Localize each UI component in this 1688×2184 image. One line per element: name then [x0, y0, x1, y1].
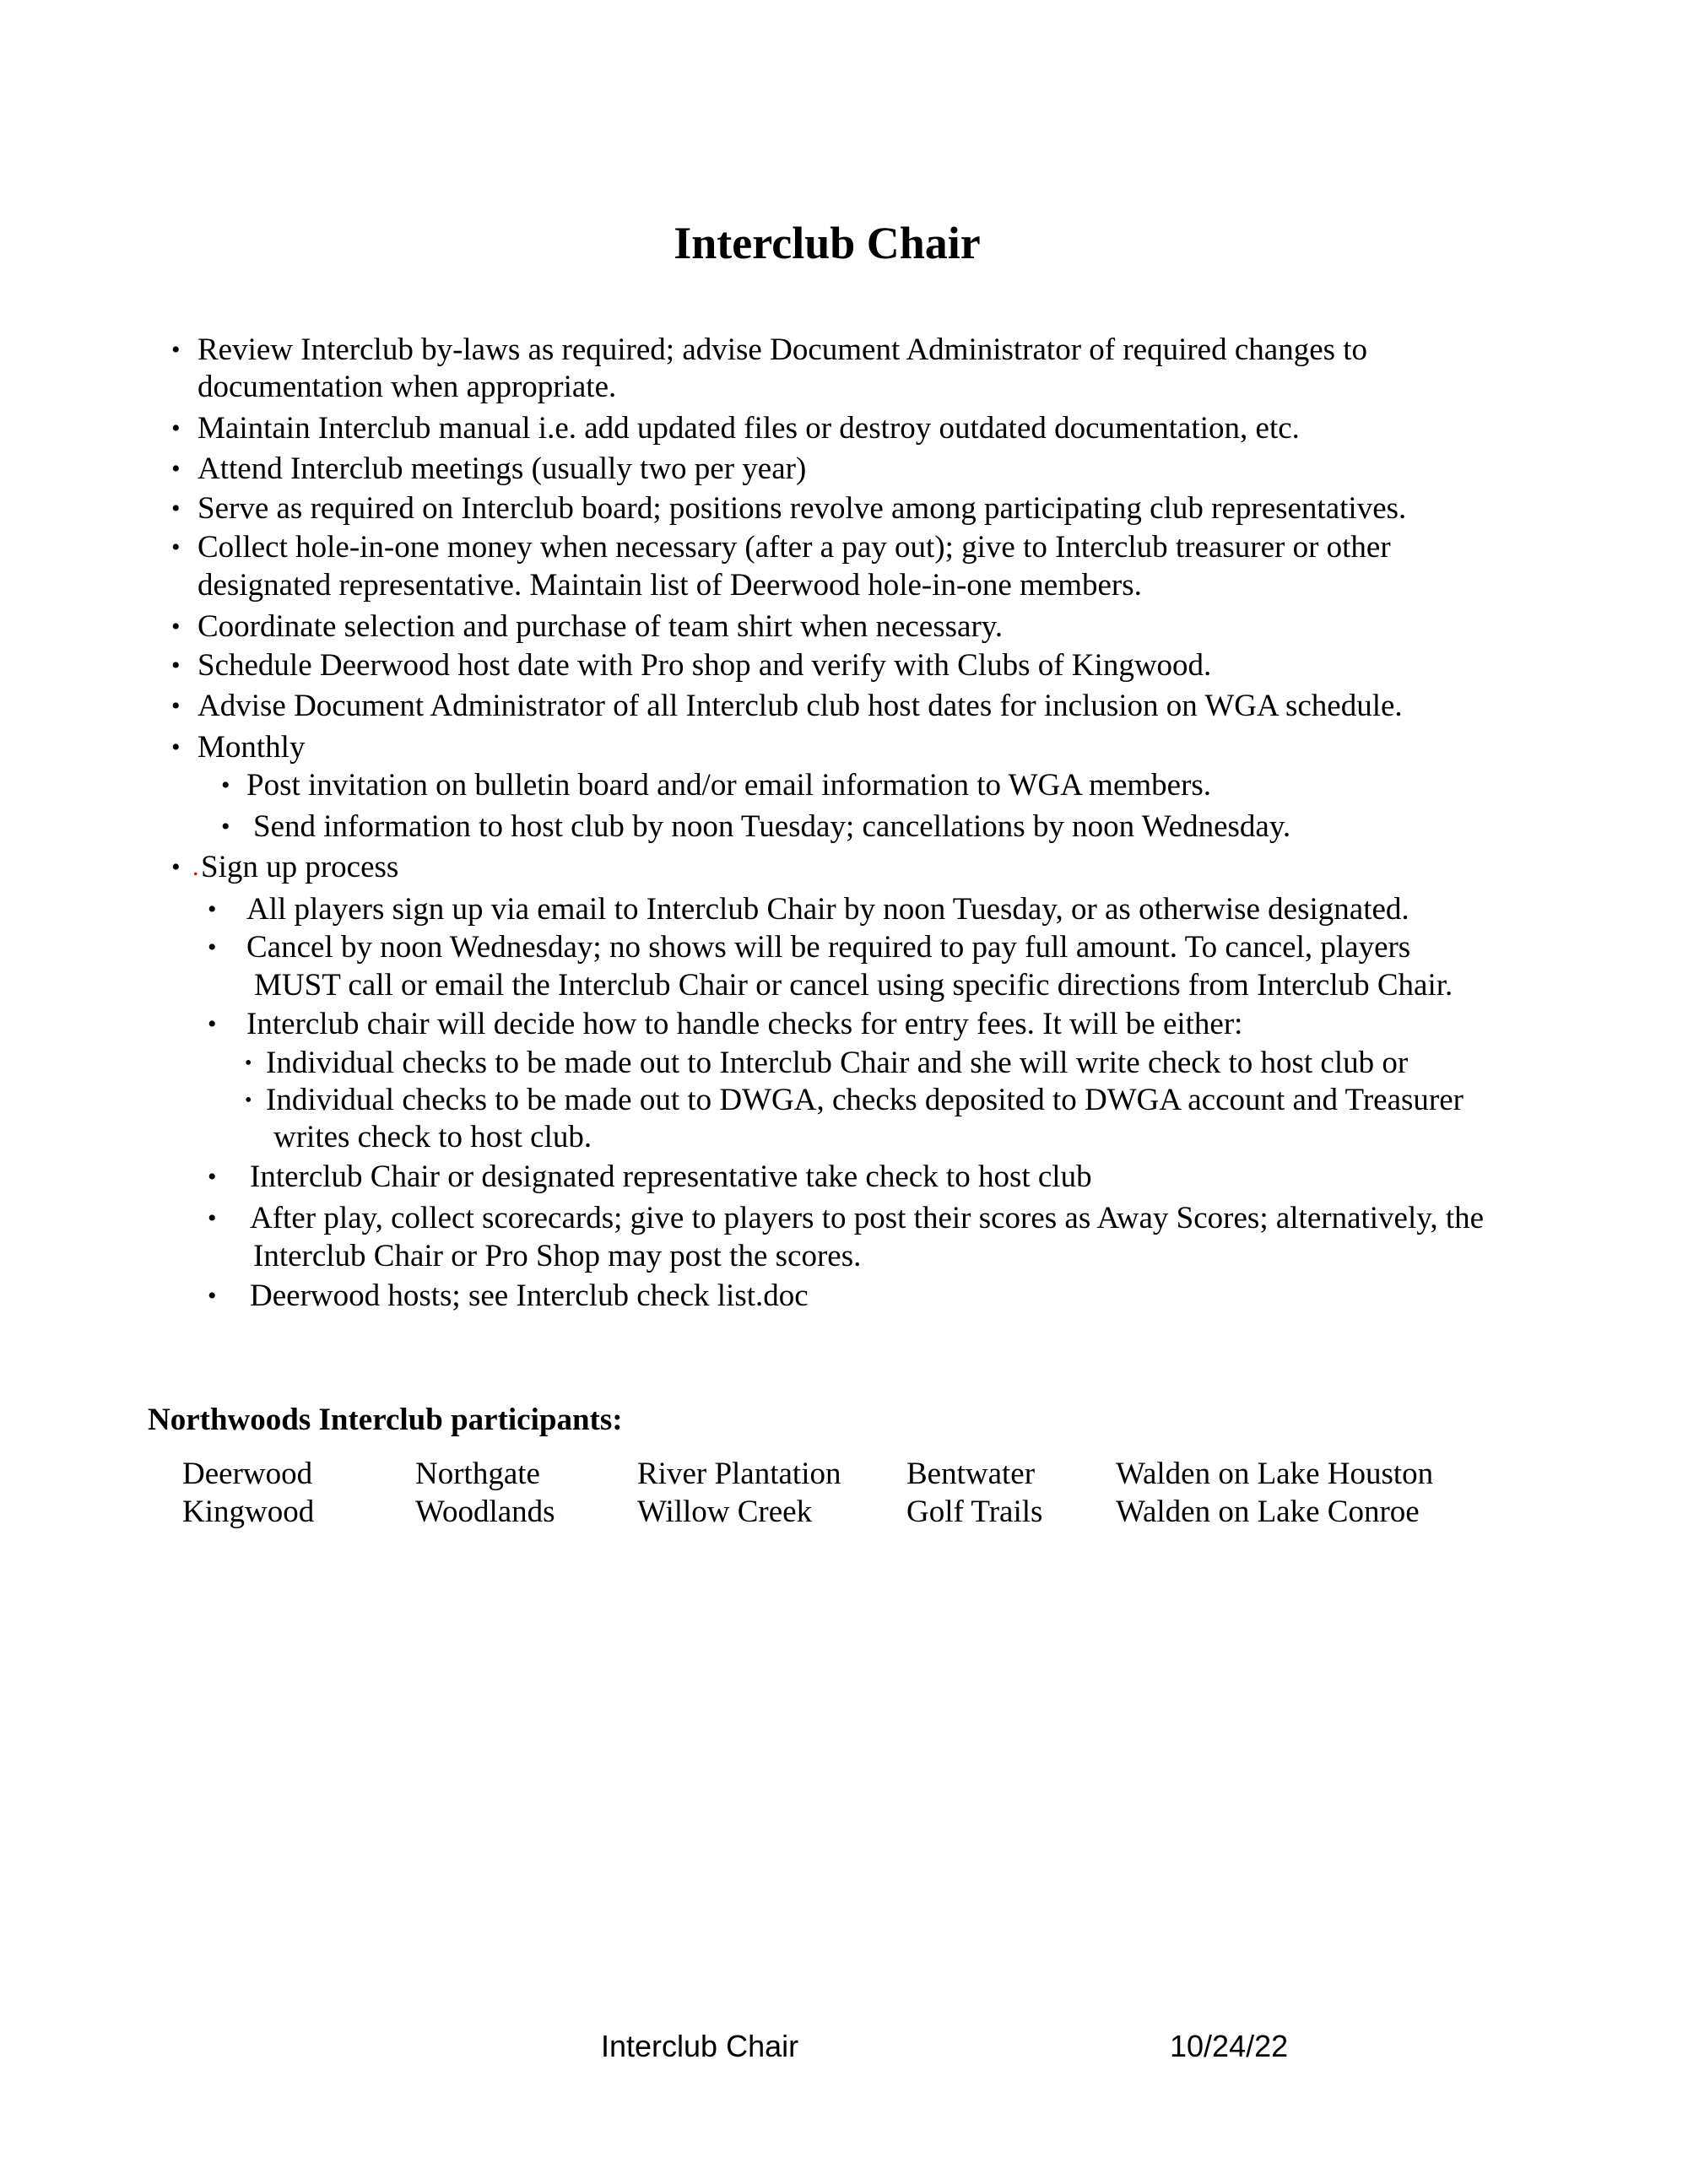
bullet-icon: • — [208, 1204, 217, 1232]
stray-period: . — [192, 853, 199, 881]
list-item: Individual checks to be made out to Interclub Chair and she will write check to host club or — [266, 1046, 1409, 1080]
participant: Deerwood — [182, 1457, 313, 1491]
list-item: Deerwood hosts; see Interclub check list.doc — [250, 1279, 809, 1313]
list-item-continuation: designated representative. Maintain list of Deerwood hole-in-one members. — [197, 568, 1142, 603]
list-item: After play, collect scorecards; give to players to post their scores as Away Scores; alternatively, the — [250, 1201, 1485, 1235]
bullet-icon: • — [221, 771, 230, 799]
bullet-icon: • — [171, 533, 181, 561]
bullet-icon: • — [171, 455, 181, 483]
bullet-icon: • — [171, 336, 181, 364]
participant: Woodlands — [415, 1495, 555, 1529]
participant: Northgate — [415, 1457, 540, 1491]
list-item: Collect hole-in-one money when necessary (after a pay out); give to Interclub treasurer or other — [197, 530, 1391, 565]
bullet-icon: • — [171, 733, 181, 761]
bullet-icon: • — [208, 1282, 217, 1310]
list-item: Review Interclub by-laws as required; advise Document Administrator of required changes to — [197, 332, 1368, 367]
list-item: Advise Document Administrator of all Interclub club host dates for inclusion on WGA schedule. — [197, 689, 1403, 723]
bullet-icon: • — [208, 933, 217, 961]
footer-date: 10/24/22 — [1170, 2029, 1289, 2063]
bullet-icon: • — [171, 414, 181, 442]
bullet-icon: • — [208, 1163, 217, 1191]
participant: Willow Creek — [637, 1495, 813, 1529]
list-item: Interclub chair will decide how to handle checks for entry fees. It will be either: — [246, 1007, 1243, 1041]
participant: Walden on Lake Houston — [1116, 1457, 1434, 1491]
list-item: Schedule Deerwood host date with Pro shop and verify with Clubs of Kingwood. — [197, 648, 1212, 683]
participant: Bentwater — [906, 1457, 1036, 1491]
participant: Golf Trails — [906, 1495, 1043, 1529]
bullet-icon: • — [221, 813, 230, 841]
list-item: All players sign up via email to Interclub Chair by noon Tuesday, or as otherwise designated. — [246, 892, 1409, 927]
footer-label: Interclub Chair — [601, 2029, 799, 2063]
list-item: Monthly — [197, 730, 306, 765]
bullet-icon: • — [171, 853, 181, 881]
bullet-icon: • — [171, 613, 181, 641]
list-item: Sign up process — [201, 850, 399, 884]
list-item: Send information to host club by noon Tuesday; cancellations by noon Wednesday. — [253, 809, 1291, 844]
list-item: Coordinate selection and purchase of team shirt when necessary. — [197, 609, 1004, 644]
list-item: Serve as required on Interclub board; positions revolve among participating club representatives. — [197, 491, 1407, 526]
list-item: Interclub Chair or designated representative take check to host club — [250, 1160, 1092, 1194]
participants-heading: Northwoods Interclub participants: — [148, 1403, 623, 1437]
bullet-icon: • — [171, 692, 181, 720]
list-item: Attend Interclub meetings (usually two per year) — [197, 451, 807, 486]
list-item: Post invitation on bulletin board and/or email information to WGA members. — [246, 768, 1212, 803]
list-item-continuation: Interclub Chair or Pro Shop may post the scores. — [253, 1239, 862, 1273]
participant: Walden on Lake Conroe — [1116, 1495, 1420, 1529]
list-item: Individual checks to be made out to DWGA, checks deposited to DWGA account and Treasurer — [266, 1083, 1463, 1117]
bullet-icon: • — [171, 651, 181, 679]
bullet-icon: • — [245, 1089, 252, 1111]
bullet-icon: • — [208, 1010, 217, 1038]
list-item-continuation: writes check to host club. — [273, 1120, 592, 1154]
list-item-continuation: documentation when appropriate. — [197, 370, 617, 404]
bullet-icon: • — [208, 895, 217, 923]
bullet-icon: • — [171, 495, 181, 522]
list-item: Cancel by noon Wednesday; no shows will be required to pay full amount. To cancel, players — [246, 930, 1411, 965]
participant: Kingwood — [182, 1495, 315, 1529]
page-title: Interclub Chair — [674, 218, 981, 268]
list-item: Maintain Interclub manual i.e. add updated files or destroy outdated documentation, etc. — [197, 411, 1300, 446]
list-item-continuation: MUST call or email the Interclub Chair or cancel using specific directions from Interclub Chair. — [254, 968, 1453, 1003]
bullet-icon: • — [245, 1052, 252, 1074]
participant: River Plantation — [637, 1457, 841, 1491]
